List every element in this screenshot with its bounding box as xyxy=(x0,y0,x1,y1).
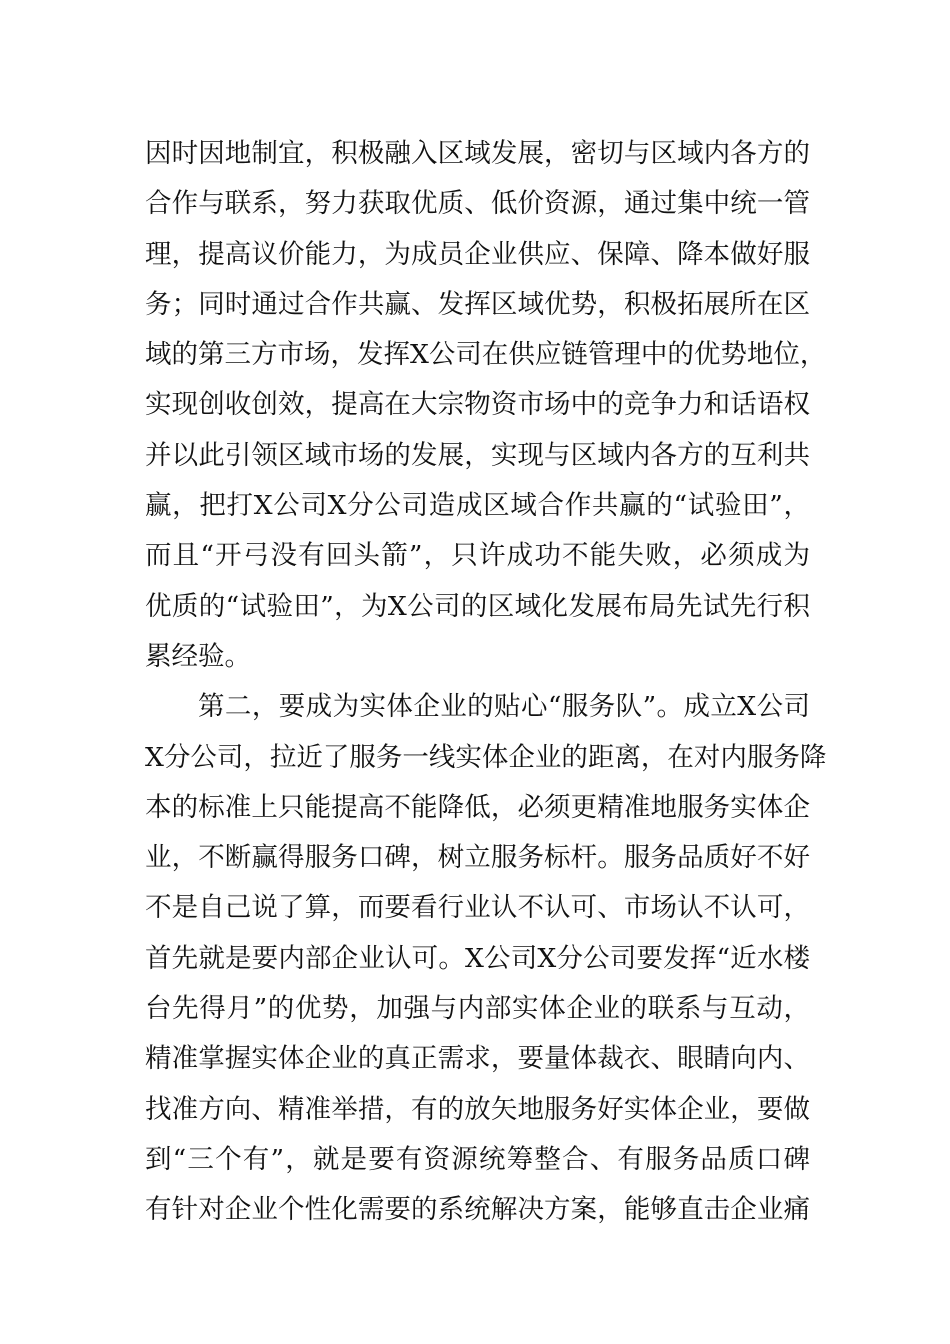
body-text xyxy=(145,132,827,1239)
text-line: 累经验。 xyxy=(145,640,251,672)
text-line: X分公司，拉近了服务一线实体企业的距离，在对内服务降 xyxy=(145,741,827,773)
text-line: 找准方向、精准举措，有的放矢地服务好实体企业，要做 xyxy=(145,1093,810,1125)
text-line: 实现创收创效，提高在大宗物资市场中的竞争力和话语权 xyxy=(145,389,810,421)
text-line: 业，不断赢得服务口碑，树立服务标杆。服务品质好不好 xyxy=(145,842,810,874)
text-line: 优质的“试验田”，为X公司的区域化发展布局先试先行积 xyxy=(145,590,810,622)
text-line: 精准掌握实体企业的真正需求，要量体裁衣、眼睛向内、 xyxy=(145,1043,810,1075)
text-line: 赢，把打X公司X分公司造成区域合作共赢的“试验田”， xyxy=(145,490,810,522)
text-line: 务；同时通过合作共赢、发挥区域优势，积极拓展所在区 xyxy=(145,288,810,320)
text-line: 因时因地制宜，积极融入区域发展，密切与区域内各方的 xyxy=(145,138,810,169)
text-line: 到“三个有”，就是要有资源统筹整合、有服务品质口碑 xyxy=(145,1143,810,1175)
text-line: 有针对企业个性化需要的系统解决方案，能够直击企业痛 xyxy=(145,1194,810,1226)
text-line: 不是自己说了算，而要看行业认不认可、市场认不认可， xyxy=(145,892,810,924)
text-line: 并以此引领区域市场的发展，实现与区域内各方的互利共 xyxy=(145,439,810,471)
text-line: 首先就是要内部企业认可。X公司X分公司要发挥“近水楼 xyxy=(145,942,810,974)
text-line: 本的标准上只能提高不能降低，必须更精准地服务实体企 xyxy=(145,791,810,823)
text-line: 第二，要成为实体企业的贴心“服务队”。成立X公司 xyxy=(198,691,810,723)
text-line: 域的第三方市场，发挥X公司在供应链管理中的优势地位， xyxy=(145,339,827,371)
text-line: 理，提高议价能力，为成员企业供应、保障、降本做好服 xyxy=(145,238,810,270)
text-line: 台先得月”的优势，加强与内部实体企业的联系与互动， xyxy=(145,993,810,1025)
text-line: 而且“开弓没有回头箭”，只许成功不能失败，必须成为 xyxy=(145,540,810,572)
text-line: 合作与联系，努力获取优质、低价资源，通过集中统一管 xyxy=(145,188,810,220)
